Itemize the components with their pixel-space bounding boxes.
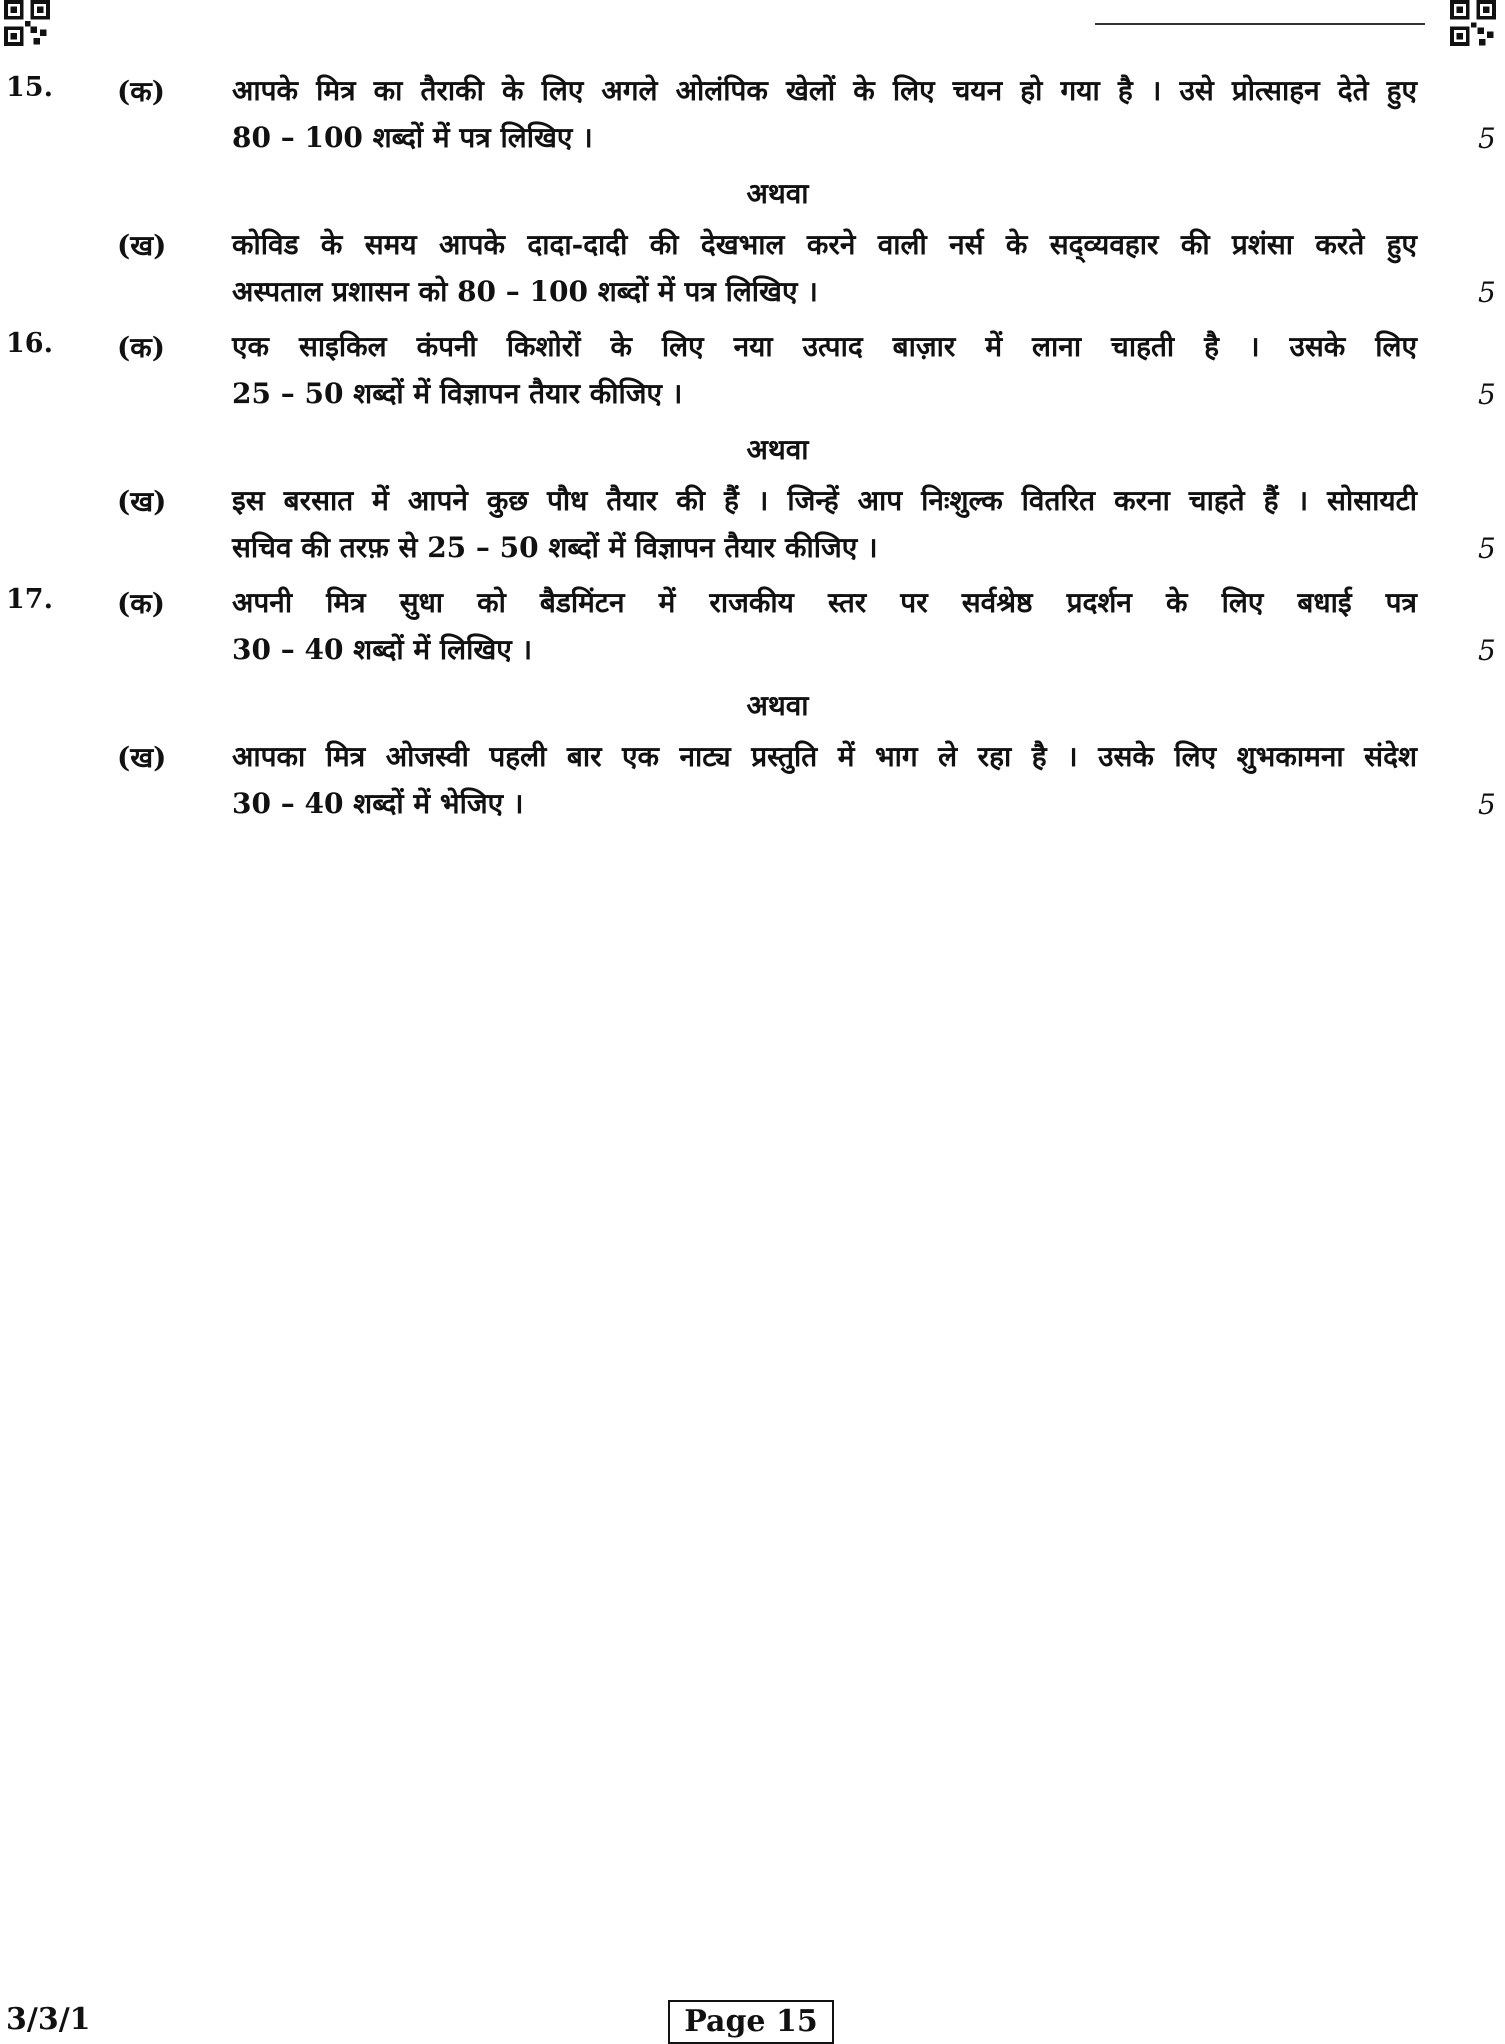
text-line: अपनी मित्र सुधा को बैडमिंटन में राजकीय स्तर पर सर्वश्रेष्ठ प्रदर्शन के लिए बधाई पत्र <box>232 586 1417 619</box>
question-text <box>232 733 1417 827</box>
text-line: आपका मित्र ओजस्वी पहली बार एक नाट्य प्रस्तुति में भाग ले रहा है । उसके लिए शुभकामना संदेश <box>232 740 1417 773</box>
marks: 5 <box>1478 532 1496 565</box>
text-line: 30 – 40 शब्दों में लिखिए । <box>232 633 533 666</box>
paper-code: 3/3/1 <box>6 2002 91 2037</box>
text-line: 30 – 40 शब्दों में भेजिए । <box>232 787 524 820</box>
text-line: कोविड के समय आपके दादा-दादी की देखभाल करने वाली नर्स के सद्‌व्यवहार की प्रशंसा करते हुए <box>232 228 1417 261</box>
question-text <box>232 221 1417 315</box>
question-text <box>232 579 1417 673</box>
or-separator: अथवा <box>746 689 809 722</box>
part-label: (ख) <box>117 741 167 774</box>
question-text <box>232 477 1417 571</box>
part-label: (क) <box>117 75 166 108</box>
text-line: एक साइकिल कंपनी किशोरों के लिए नया उत्पाद बाज़ार में लाना चाहती है । उसके लिए <box>232 330 1417 363</box>
question-number: 15. <box>6 72 53 103</box>
text-line: 80 – 100 शब्दों में पत्र लिखिए । <box>232 121 593 154</box>
question-number: 17. <box>6 584 53 615</box>
question-text <box>232 67 1417 161</box>
or-separator: अथवा <box>746 433 809 466</box>
marks: 5 <box>1478 122 1496 155</box>
text-line: सचिव की तरफ़ से 25 – 50 शब्दों में विज्ञापन तैयार कीजिए । <box>232 531 878 564</box>
text-line: अस्पताल प्रशासन को 80 – 100 शब्दों में पत्र लिखिए । <box>232 275 818 308</box>
part-label: (क) <box>117 331 166 364</box>
header-rule <box>1095 23 1425 25</box>
part-label: (क) <box>117 587 166 620</box>
marks: 5 <box>1478 276 1496 309</box>
part-label: (ख) <box>117 485 167 518</box>
text-line: आपके मित्र का तैराकी के लिए अगले ओलंपिक खेलों के लिए चयन हो गया है । उसे प्रोत्साहन देते हुए <box>232 74 1417 107</box>
marks: 5 <box>1478 634 1496 667</box>
text-line: इस बरसात में आपने कुछ पौध तैयार की हैं । जिन्हें आप निःशुल्क वितरित करना चाहते हैं । सोसायटी <box>232 484 1417 517</box>
text-line: 25 – 50 शब्दों में विज्ञापन तैयार कीजिए । <box>232 377 683 410</box>
marks: 5 <box>1478 378 1496 411</box>
marks: 5 <box>1478 788 1496 821</box>
question-text <box>232 323 1417 417</box>
or-separator: अथवा <box>746 177 809 210</box>
page-number: Page 15 <box>668 2000 834 2044</box>
part-label: (ख) <box>117 229 167 262</box>
qr-code-icon <box>1450 0 1496 46</box>
question-number: 16. <box>6 328 53 359</box>
qr-code-icon <box>4 0 50 46</box>
